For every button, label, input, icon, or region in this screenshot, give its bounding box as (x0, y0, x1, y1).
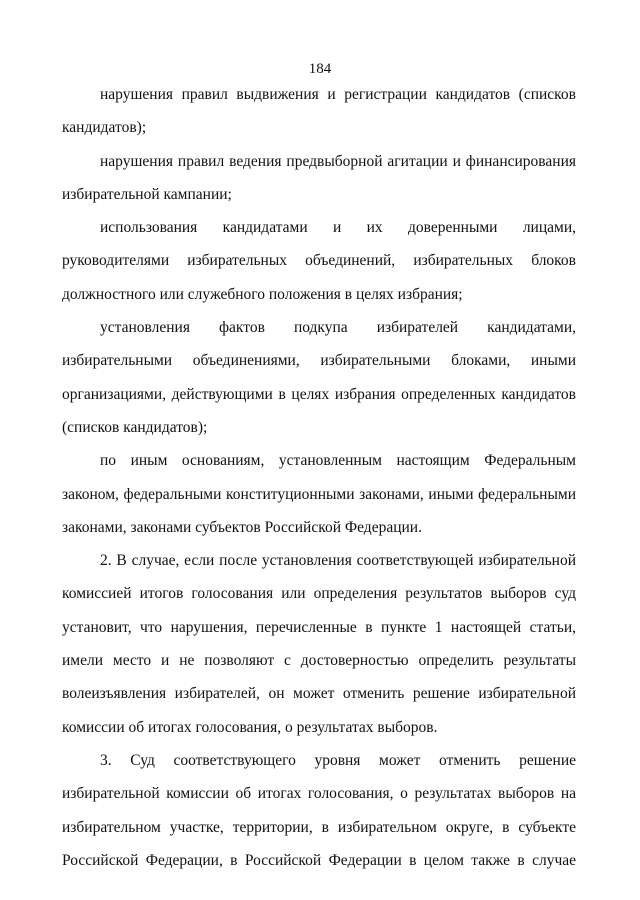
paragraph-official-position-abuse: использования кандидатами и их доверенными лицами, руководителями избирательных объединений, избирательных блоков должностного или служебного положения в целях избрания; (62, 219, 576, 303)
paragraph-clause-3: 3. Суд соответствующего уровня может отменить решение избирательной комиссии об итогах голосования, о результатах выборов на избирательном участке, территории, в избирательном округе, в субъекте Российской Федерации, в Российской Федерации в целом также в случае (62, 751, 576, 869)
paragraph-clause-2: 2. В случае, если после установления соответствующей избирательной комиссией итогов голосования или определения результатов выборов суд установит, что нарушения, перечисленные в пункте 1 настоящей статьи, имели место и не позволяют с достоверностью определить результаты волеизъявления избирателей, он может отменить решение избирательной комиссии об итогах голосования, о результатах выборов. (62, 552, 576, 736)
document-body (62, 78, 576, 877)
paragraph-campaign-violations: нарушения правил ведения предвыборной агитации и финансирования избирательной кампании; (62, 152, 576, 203)
paragraph-voter-bribery: установления фактов подкупа избирателей кандидатами, избирательными объединениями, избирательными блоками, иными организациями, действующими в целях избрания определенных кандидатов (списков кандидатов); (62, 319, 576, 436)
page-number: 184 (308, 61, 332, 77)
paragraph-other-grounds: по иным основаниям, установленным настоящим Федеральным законом, федеральными конституционными законами, иными федеральными законами, законами субъектов Российской Федерации. (62, 452, 576, 536)
paragraph-nominations-violations: нарушения правил выдвижения и регистрации кандидатов (списков кандидатов); (62, 86, 576, 137)
